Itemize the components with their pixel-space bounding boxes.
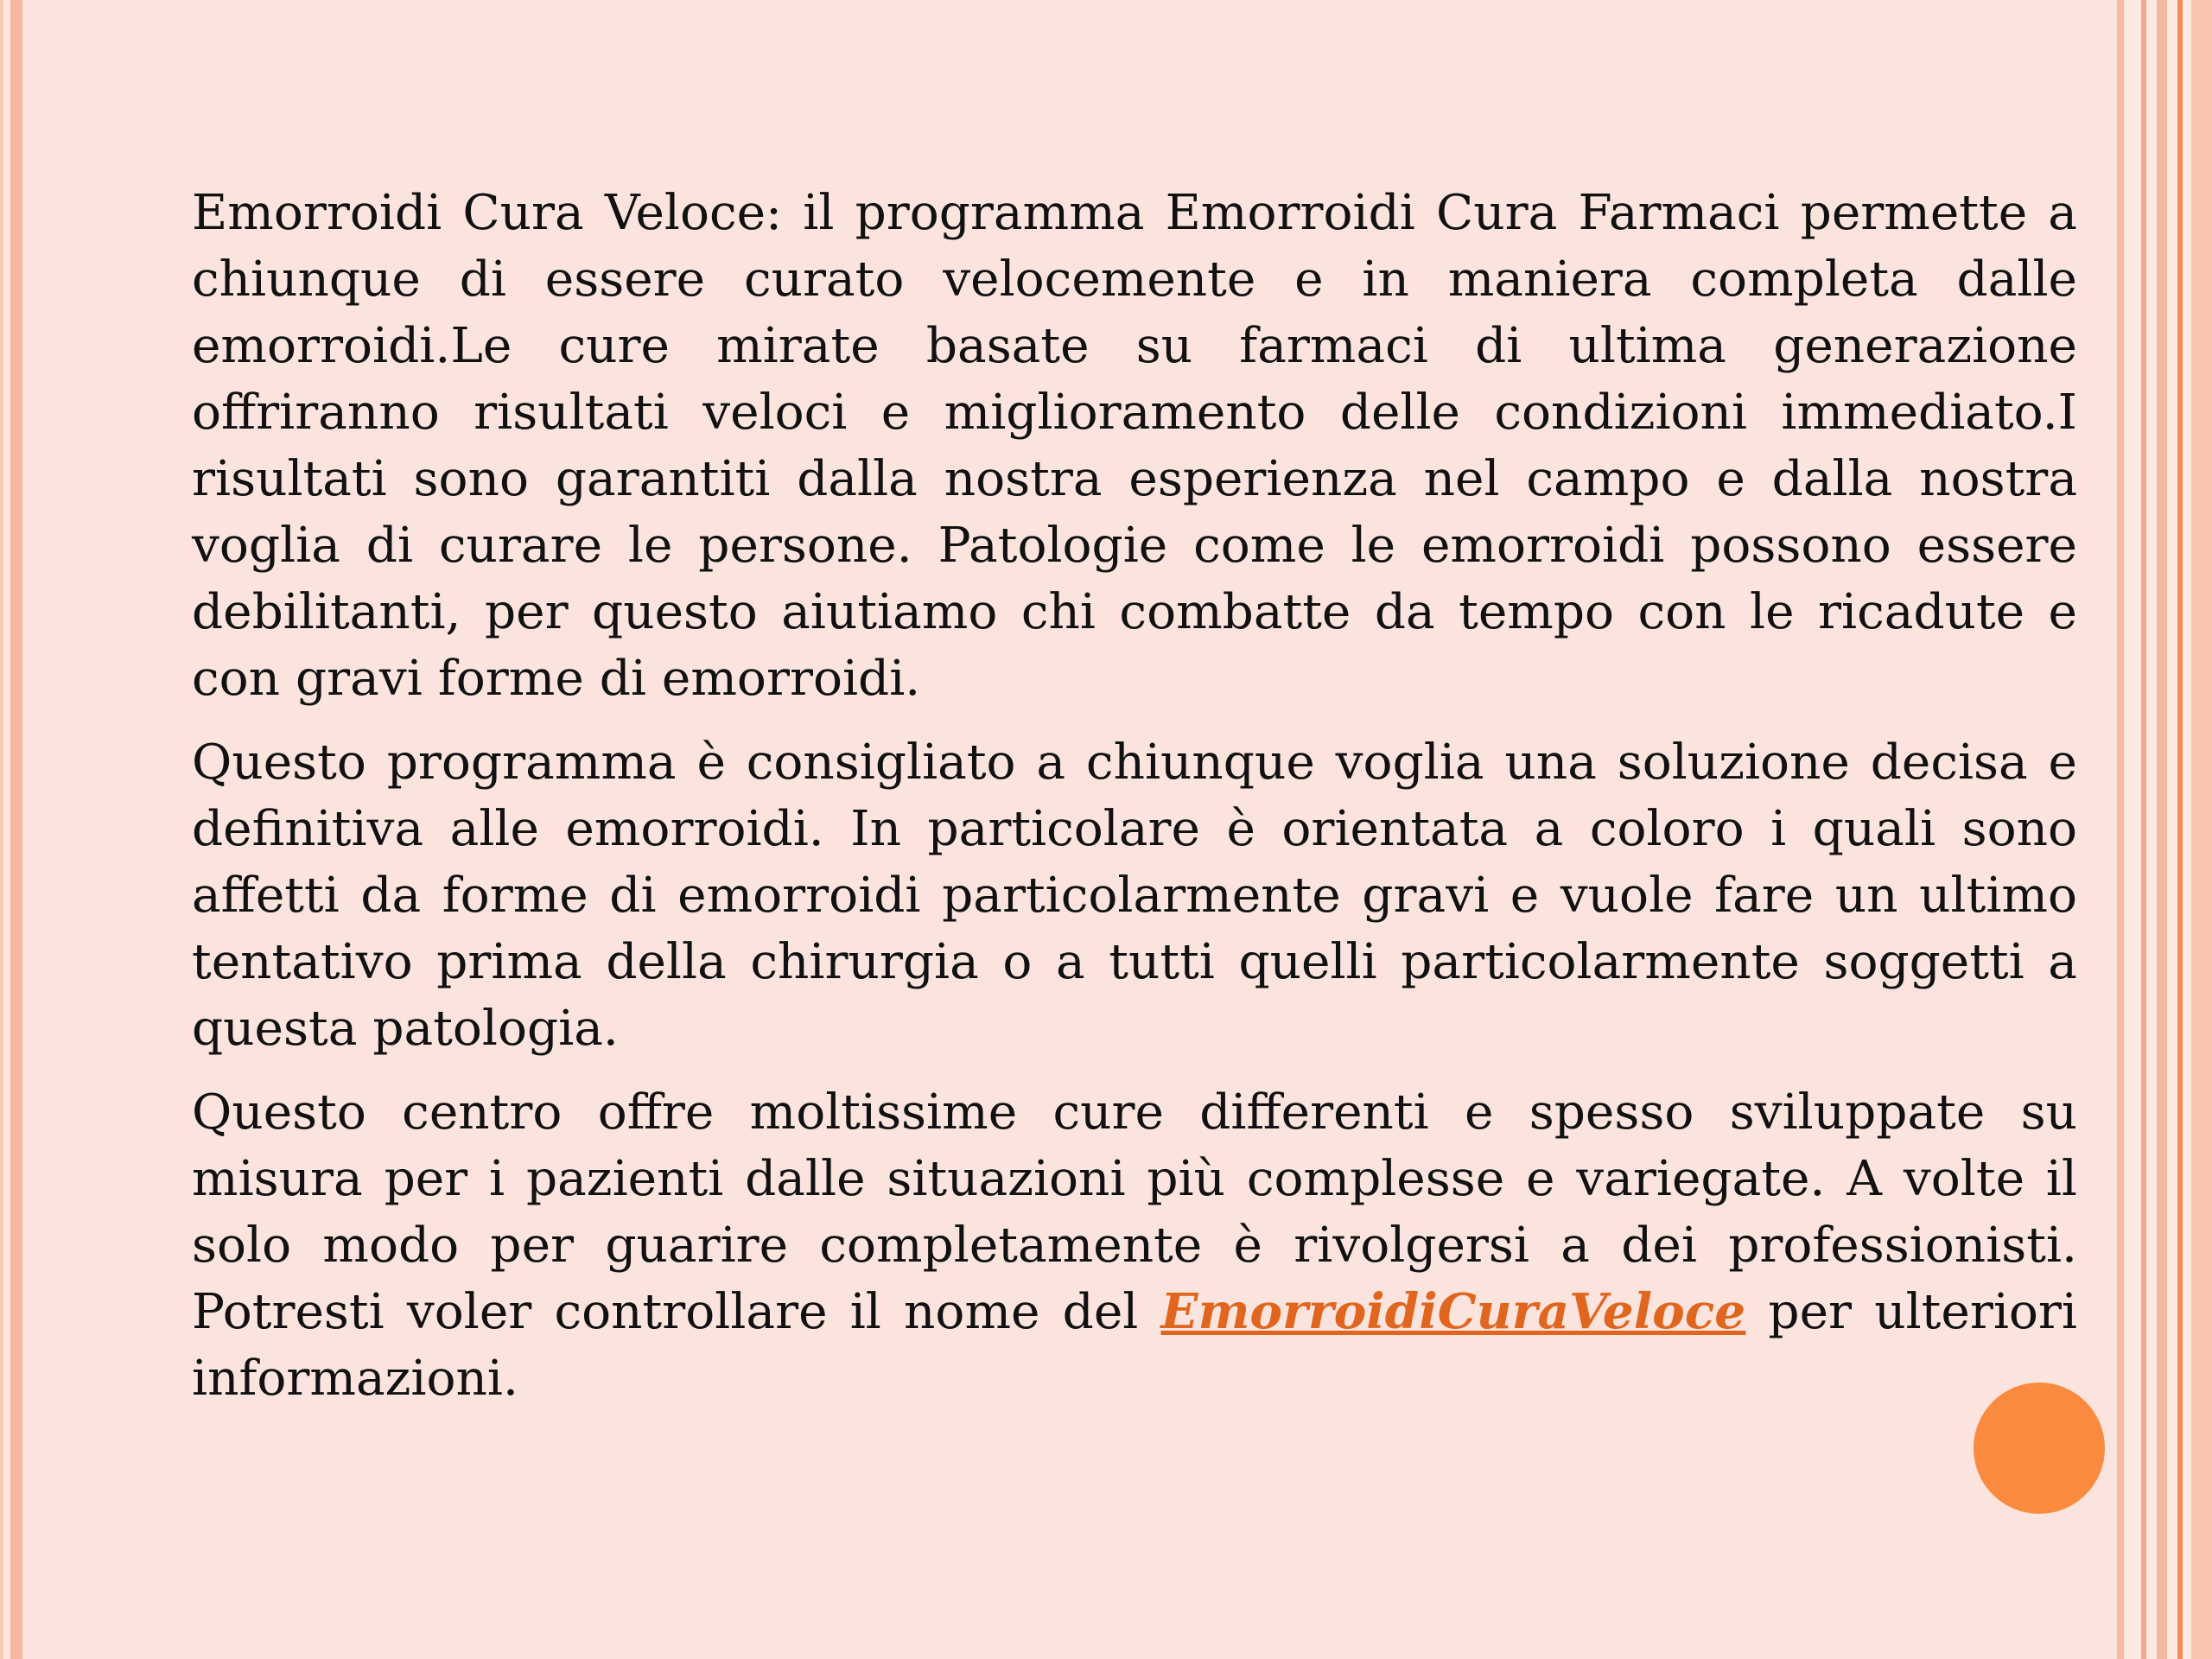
right-stripe [2177, 0, 2183, 1659]
right-decorative-stripes [2117, 0, 2212, 1659]
right-stripe [2117, 0, 2124, 1659]
right-stripe [2191, 0, 2212, 1659]
right-stripe [2157, 0, 2167, 1659]
paragraph-3 [192, 1079, 2077, 1412]
paragraph-1: Emorroidi Cura Veloce: il programma Emorroidi Cura Farmaci permette a chiunque di essere curato velocemente e in maniera completa dalle emorroidi.Le cure mirate basate su farmaci di ultima generazione offriranno risultati veloci e miglioramento delle condizioni immediato.I risultati sono garantiti dalla nostra esperienza nel campo e dalla nostra voglia di curare le persone. Patologie come le emorroidi possono essere debilitanti, per questo aiutiamo chi combatte da tempo con le ricadute e con gravi forme di emorroidi. [192, 185, 2077, 707]
paragraph-3-text-after: per ulteriori informazioni. [192, 1284, 2077, 1407]
orange-circle-decoration [1974, 1382, 2105, 1514]
right-stripe [2141, 0, 2146, 1659]
emorroidi-cura-veloce-link[interactable]: EmorroidiCuraVeloce [1160, 1283, 1746, 1340]
left-border-bar [10, 0, 22, 1659]
slide-body [192, 180, 2077, 1429]
paragraph-2: Questo programma è consigliato a chiunque voglia una soluzione decisa e definitiva alle emorroidi. In particolare è orientata a coloro i quali sono affetti da forme di emorroidi particolarmente gravi e vuole fare un ultimo tentativo prima della chirurgia o a tutti quelli particolarmente soggetti a questa patologia. [192, 734, 2077, 1057]
paragraph-3-text-before: Questo centro offre moltissime cure differenti e spesso sviluppate su misura per i pazienti dalle situazioni più complesse e variegate. A volte il solo modo per guarire completamente è rivolgersi a dei professionisti. Potresti voler controllare il nome del [192, 1084, 2077, 1340]
left-border-line [0, 0, 3, 1659]
